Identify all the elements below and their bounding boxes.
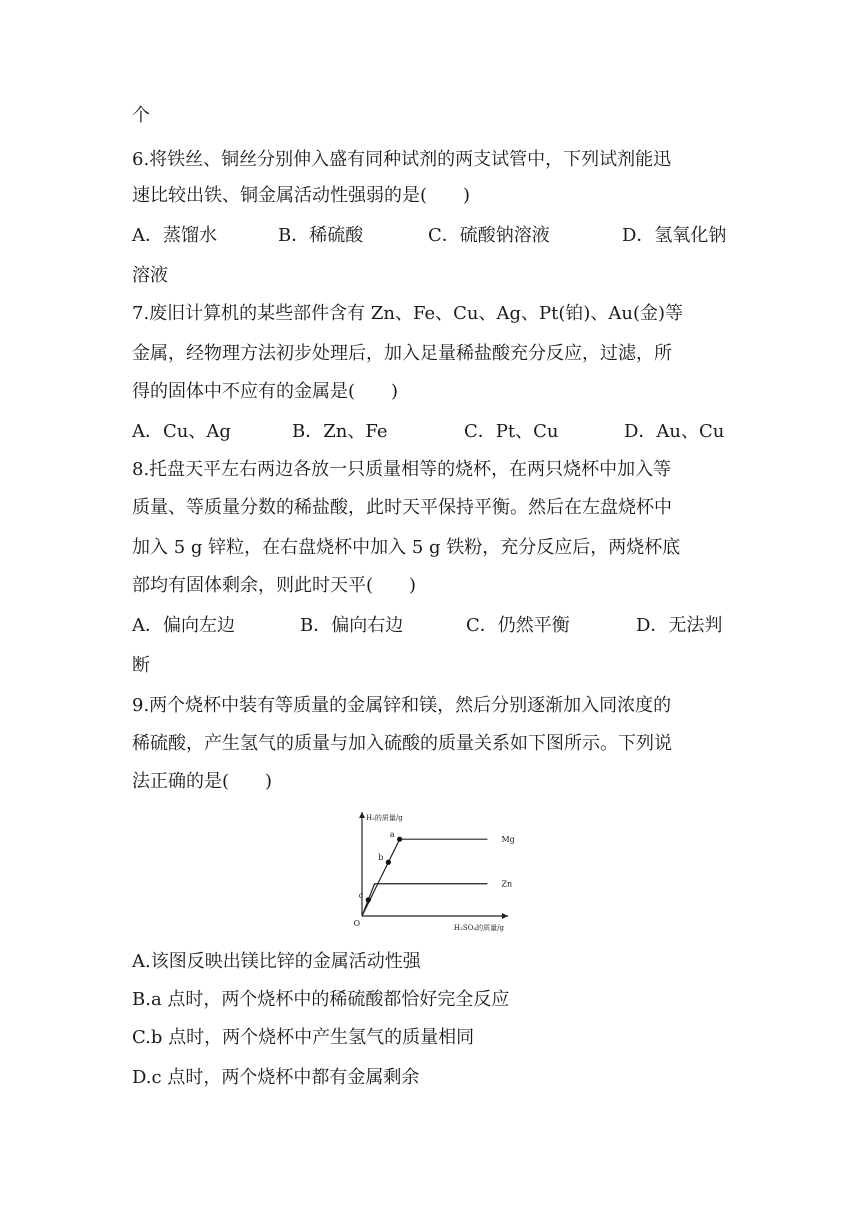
point-c: [366, 897, 371, 902]
x-axis-label: H₂SO₄的质量/g: [453, 924, 504, 932]
question-8-option-c: C．仍然平衡: [466, 615, 570, 636]
question-7-option-d: D．Au、Cu: [624, 421, 725, 442]
question-9-stem-line-3: 法正确的是( ): [132, 771, 273, 792]
y-axis-label: H₂的质量/g: [366, 814, 403, 822]
question-7-stem-line-3: 得的固体中不应有的金属是( ): [132, 381, 399, 402]
question-9-option-b: B.a 点时，两个烧杯中的稀硫酸都恰好完全反应: [132, 989, 510, 1010]
question-9-option-c: C.b 点时，两个烧杯中产生氢气的质量相同: [132, 1027, 475, 1048]
question-8-stem-line-4: 部均有固体剩余，则此时天平( ): [132, 575, 417, 596]
question-9-option-d: D.c 点时，两个烧杯中都有金属剩余: [132, 1067, 420, 1088]
question-6-option-a: A．蒸馏水: [132, 225, 217, 246]
question-8-stem-line-2: 质量、等质量分数的稀盐酸，此时天平保持平衡。然后在左盘烧杯中: [132, 497, 672, 518]
series-line-mg: [362, 839, 487, 916]
point-a: [397, 837, 402, 842]
question-8-stem-line-1: 8.托盘天平左右两边各放一只质量相等的烧杯，在两只烧杯中加入等: [132, 459, 672, 480]
series-line-zn: [362, 884, 487, 916]
question-9-option-a: A.该图反映出镁比锌的金属活动性强: [132, 951, 421, 972]
question-8-option-b: B．偏向右边: [300, 615, 404, 636]
question-6-option-d: D．氢氧化钠: [622, 225, 727, 246]
point-b: [386, 860, 391, 865]
question-9-stem-line-1: 9.两个烧杯中装有等质量的金属锌和镁，然后分别逐渐加入同浓度的: [132, 695, 672, 716]
question-7-option-c: C．Pt、Cu: [464, 421, 559, 442]
point-label-c: c: [358, 890, 364, 900]
x-axis-arrow: [502, 913, 508, 919]
question-6-option-c: C．硫酸钠溶液: [428, 225, 550, 246]
question-7-option-b: B．Zn、Fe: [292, 421, 388, 442]
question-6-stem-line-2: 速比较出铁、铜金属活动性强弱的是( ): [132, 185, 471, 206]
point-label-a: a: [389, 830, 395, 840]
question-8-option-d: D．无法判: [636, 615, 723, 636]
hydrogen-mass-chart: [350, 806, 520, 934]
question-8-option-continuation: 断: [132, 655, 150, 676]
question-8-stem-line-3: 加入 5 g 锌粒，在右盘烧杯中加入 5 g 铁粉，充分反应后，两烧杯底: [132, 537, 681, 558]
fragment-line: 个: [132, 105, 150, 126]
chart-series: [362, 839, 487, 916]
question-6-option-continuation: 溶液: [132, 265, 168, 286]
question-6-stem-line-1: 6.将铁丝、铜丝分别伸入盛有同种试剂的两支试管中，下列试剂能迅: [132, 149, 672, 170]
question-7-stem-line-2: 金属，经物理方法初步处理后，加入足量稀盐酸充分反应，过滤，所: [132, 343, 672, 364]
chart-labels: [353, 813, 514, 932]
y-axis-arrow: [359, 812, 365, 818]
question-9-stem-line-2: 稀硫酸，产生氢气的质量与加入硫酸的质量关系如下图所示。下列说: [132, 733, 672, 754]
origin-label: O: [353, 919, 360, 928]
chart-axes: [359, 812, 508, 919]
question-6-option-b: B．稀硫酸: [278, 225, 364, 246]
question-7-stem-line-1: 7.废旧计算机的某些部件含有 Zn、Fe、Cu、Ag、Pt(铂)、Au(金)等: [132, 303, 684, 324]
question-7-option-a: A．Cu、Ag: [132, 421, 231, 442]
question-8-option-a: A．偏向左边: [132, 615, 235, 636]
point-label-b: b: [378, 853, 384, 863]
series-label-zn: Zn: [501, 879, 513, 889]
series-label-mg: Mg: [501, 835, 515, 845]
